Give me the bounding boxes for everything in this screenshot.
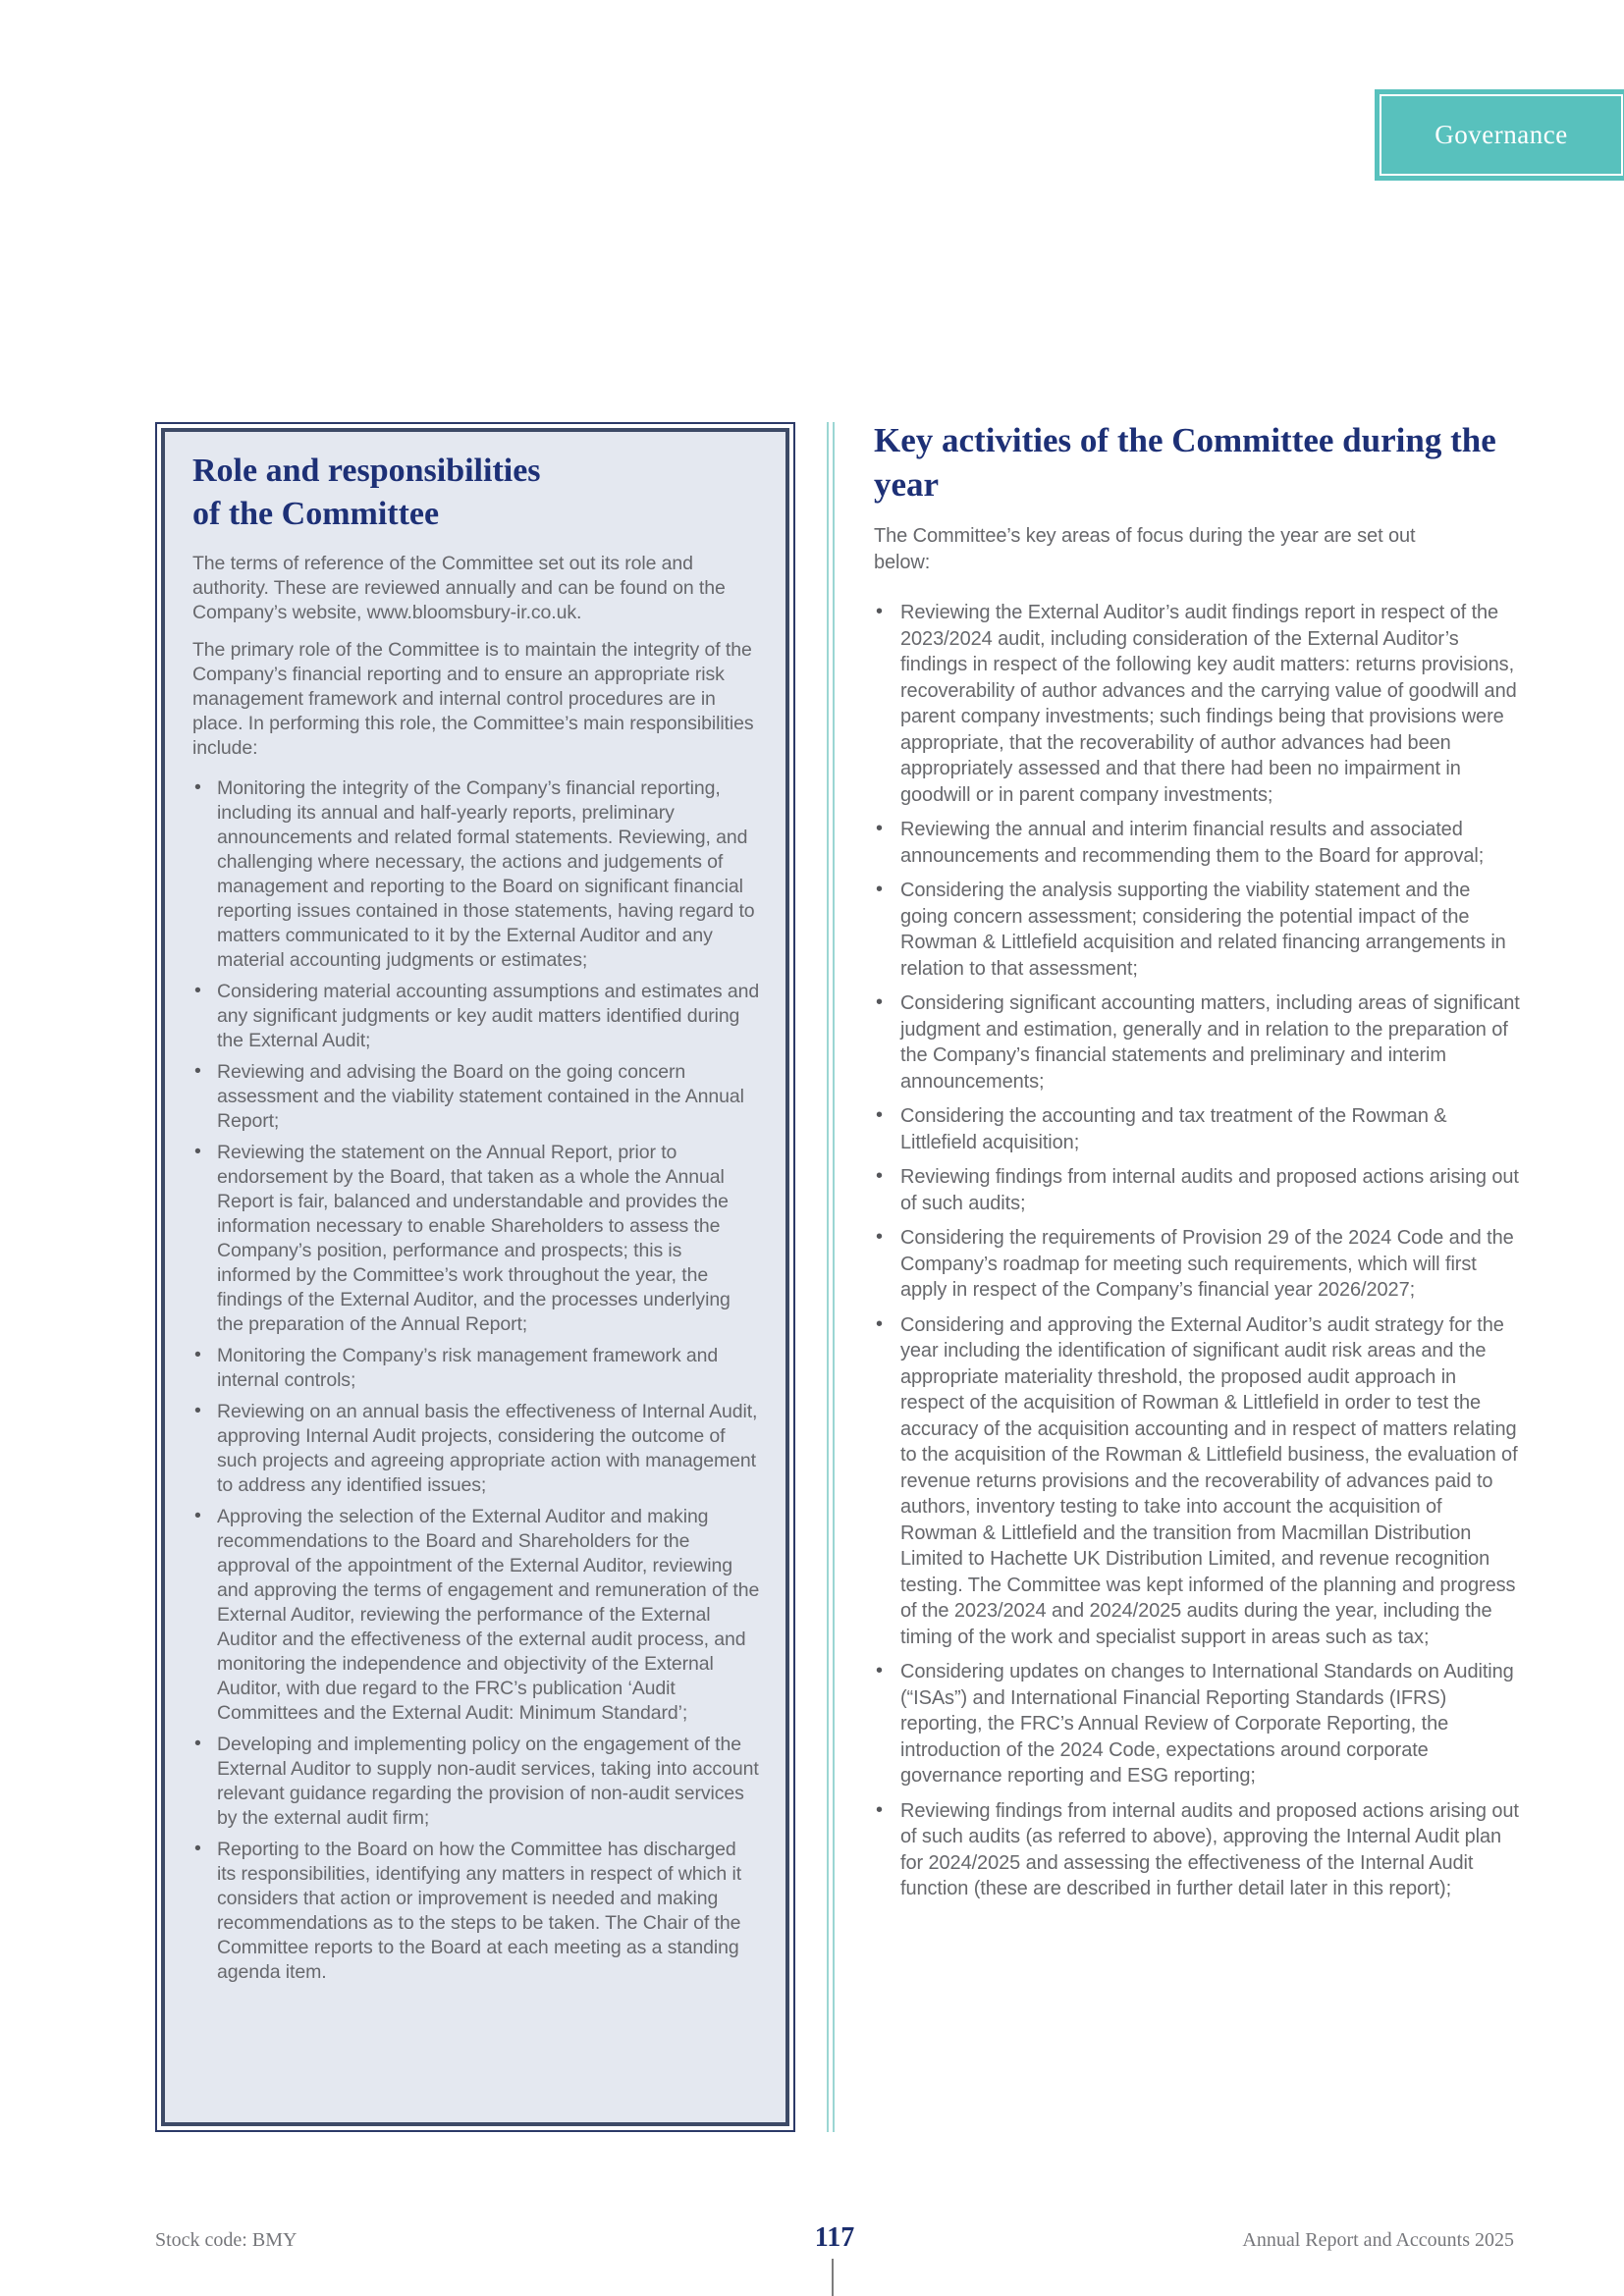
- key-activities-bullet-item: [874, 817, 1520, 869]
- bullet-marker: •: [876, 601, 883, 622]
- panel-bullet-item: [192, 980, 760, 1053]
- panel-bullet-text: Monitoring the integrity of the Company’s financial reporting, including its annual and half-yearly reports, preliminary announcements and related formal statements. Reviewing, and challenging where necessary, the actions and judgements of management and reporting to the Board on significant financial reporting issues contained in those statements, having regard to matters communicated to it by the External Auditor and any material accounting judgments or estimates;: [217, 777, 755, 971]
- bullet-marker: •: [876, 818, 883, 839]
- panel-bullet-text: Approving the selection of the External Auditor and making recommendations to the Board and Shareholders for the approval of the appointment of the External Auditor, reviewing and approving the terms of engagement and remuneration of the External Auditor, reviewing the performance of the External Auditor and the effectiveness of the external audit process, and monitoring the independence and objectivity of the External Auditor, with due regard to the FRC’s publication ‘Audit Committees and the External Audit: Minimum Standard’;: [217, 1506, 760, 1724]
- role-responsibilities-panel: [155, 422, 795, 2132]
- panel-bullet-text: Developing and implementing policy on the engagement of the External Auditor to supply non-audit services, taking into account relevant guidance regarding the provision of non-audit services by the external audit firm;: [217, 1734, 759, 1829]
- key-activities-bullet-item: [874, 1103, 1520, 1155]
- section-title-line: year: [874, 465, 940, 504]
- panel-bullet-text: Reviewing on an annual basis the effectiveness of Internal Audit, approving Internal Audit projects, considering the outcome of such projects and agreeing appropriate action with management to address any identified issues;: [217, 1401, 758, 1496]
- bullet-marker: •: [876, 1660, 883, 1682]
- panel-bullet-item: [192, 1344, 760, 1393]
- key-activities-bullet-text: Reviewing the External Auditor’s audit findings report in respect of the 2023/2024 audit, including consideration of the External Auditor’s findings in respect of the following key audit matters: returns provisions, recoverability of author advances and the carrying value of goodwill and parent company investments; such findings being that provisions were appropriate, that the recoverability of author advances had been appropriately assessed and that there had been no impairment in goodwill or in parent company investments;: [900, 602, 1517, 806]
- bullet-marker: •: [876, 1226, 883, 1248]
- panel-bullet-item: [192, 776, 760, 973]
- bullet-marker: •: [194, 1505, 201, 1526]
- bullet-marker: •: [876, 879, 883, 900]
- key-activities-bullet-text: Reviewing findings from internal audits and proposed actions arising out of such audits;: [900, 1166, 1519, 1214]
- panel-bullet-list: [192, 776, 760, 1985]
- panel-bullet-text: Considering material accounting assumptions and estimates and any significant judgments or key audit matters identified during the External Audit;: [217, 981, 760, 1051]
- key-activities-bullet-item: [874, 1798, 1520, 1902]
- panel-bullet-text: Reviewing and advising the Board on the going concern assessment and the viability statement contained in the Annual Report;: [217, 1061, 744, 1132]
- panel-bullet-item: [192, 1141, 760, 1337]
- key-activities-bullet-item: [874, 1225, 1520, 1304]
- bullet-marker: •: [194, 1733, 201, 1754]
- panel-bullet-item: [192, 1505, 760, 1726]
- key-activities-bullet-item: [874, 1659, 1520, 1789]
- panel-bullet-text: Reviewing the statement on the Annual Report, prior to endorsement by the Board, that taken as a whole the Annual Report is fair, balanced and understandable and provides the information necessary to enable Shareholders to assess the Company’s position, performance and prospects; this is informed by the Committee’s work throughout the year, the findings of the External Auditor, and the processes underlying the preparation of the Annual Report;: [217, 1142, 731, 1335]
- bullet-marker: •: [876, 1165, 883, 1187]
- bullet-marker: •: [194, 1060, 201, 1082]
- bullet-marker: •: [194, 776, 201, 798]
- key-activities-section: [874, 418, 1520, 1911]
- column-divider: [827, 422, 835, 2132]
- panel-bullet-item: [192, 1400, 760, 1498]
- panel-bullet-item: [192, 1838, 760, 1985]
- panel-bullet-item: [192, 1733, 760, 1831]
- key-activities-bullet-item: [874, 1164, 1520, 1216]
- bullet-marker: •: [876, 1104, 883, 1126]
- key-activities-bullet-text: Considering and approving the External Auditor’s audit strategy for the year including the identification of significant audit risk areas and the appropriate materiality threshold, the proposed audit approach in respect of the acquisition of Rowman & Littlefield in order to test the accuracy of the acquisition accounting and in respect of matters relating to the acquisition of the Rowman & Littlefield business, the evaluation of revenue returns provisions and the recoverability of advances paid to authors, inventory testing to take into account the acquisition of Rowman & Littlefield and the transition from Macmillan Distribution Limited to Hachette UK Distribution Limited, and revenue recognition testing. The Committee was kept informed of the planning and progress of the 2023/2024 and 2024/2025 audits during the year, including the timing of the work and specialist support in areas such as tax;: [900, 1313, 1518, 1648]
- key-activities-bullet-item: [874, 1312, 1520, 1651]
- bullet-marker: •: [876, 1312, 883, 1335]
- key-activities-bullet-item: [874, 878, 1520, 982]
- bullet-marker: •: [194, 1400, 201, 1421]
- page-number: 117: [814, 2222, 855, 2253]
- panel-paragraphs: [192, 552, 760, 761]
- bullet-marker: •: [876, 991, 883, 1013]
- panel-bullet-text: Reporting to the Board on how the Committee has discharged its responsibilities, identifying any matters in respect of which it considers that action or improvement is needed and making recommendations as to the steps to be taken. The Chair of the Committee reports to the Board at each meeting as a standing agenda item.: [217, 1839, 742, 1983]
- key-activities-bullet-text: Considering the analysis supporting the viability statement and the going concern assessment; considering the potential impact of the Rowman & Littlefield acquisition and related financing arrangements in relation to that assessment;: [900, 880, 1506, 980]
- key-activities-bullet-text: Reviewing findings from internal audits and proposed actions arising out of such audits (as referred to above), approving the Internal Audit plan for 2024/2025 and assessing the effectiveness of the Internal Audit function (these are described in further detail later in this report);: [900, 1799, 1519, 1899]
- panel-bullet-text: Monitoring the Company’s risk management framework and internal controls;: [217, 1345, 719, 1391]
- panel-paragraph: The primary role of the Committee is to maintain the integrity of the Company’s financial reporting and to ensure an appropriate risk management framework and internal control procedures are in place. In performing this role, the Committee’s main responsibilities include:: [192, 639, 754, 759]
- footer-vertical-rule: [832, 2259, 834, 2296]
- panel-bullet-item: [192, 1060, 760, 1134]
- bullet-marker: •: [194, 1344, 201, 1365]
- bullet-marker: •: [194, 980, 201, 1001]
- role-responsibilities-panel-inner: [161, 428, 789, 2126]
- bullet-marker: •: [194, 1838, 201, 1859]
- governance-section-tab: [1375, 89, 1624, 181]
- section-intro: The Committee’s key areas of focus during the year are set out below:: [874, 525, 1416, 573]
- bullet-marker: •: [876, 1798, 883, 1821]
- section-title: [874, 418, 1520, 507]
- footer-stock-code: Stock code: BMY: [155, 2229, 298, 2251]
- panel-paragraph: The terms of reference of the Committee set out its role and authority. These are reviewed annually and can be found on the Company’s website, www.bloomsbury-ir.co.uk.: [192, 553, 726, 623]
- panel-title-line: of the Committee: [192, 496, 440, 532]
- governance-tab-label: Governance: [1435, 120, 1568, 149]
- key-activities-bullet-text: Considering updates on changes to International Standards on Auditing (“ISAs”) and International Financial Reporting Standards (IFRS) reporting, the FRC’s Annual Review of Corporate Reporting, the introduction of the 2024 Code, expectations around corporate governance reporting and ESG reporting;: [900, 1661, 1514, 1787]
- key-activities-bullet-list: [874, 600, 1520, 1902]
- panel-title-line: Role and responsibilities: [192, 453, 541, 489]
- key-activities-bullet-item: [874, 600, 1520, 808]
- panel-title: [192, 450, 760, 536]
- key-activities-bullet-text: Considering the accounting and tax treatment of the Rowman & Littlefield acquisition;: [900, 1105, 1447, 1153]
- key-activities-bullet-text: Considering the requirements of Provision 29 of the 2024 Code and the Company’s roadmap for meeting such requirements, which will first apply in respect of the Company’s financial year 2026/2027;: [900, 1227, 1514, 1301]
- section-title-line: Key activities of the Committee during the: [874, 421, 1496, 459]
- footer-report-title: Annual Report and Accounts 2025: [1242, 2229, 1514, 2251]
- key-activities-bullet-text: Considering significant accounting matters, including areas of significant judgment and estimation, generally and in relation to the preparation of the Company’s financial statements and preliminary and interim announcements;: [900, 992, 1520, 1093]
- key-activities-bullet-item: [874, 990, 1520, 1095]
- key-activities-bullet-text: Reviewing the annual and interim financial results and associated announcements and recommending them to the Board for approval;: [900, 819, 1485, 867]
- bullet-marker: •: [194, 1141, 201, 1162]
